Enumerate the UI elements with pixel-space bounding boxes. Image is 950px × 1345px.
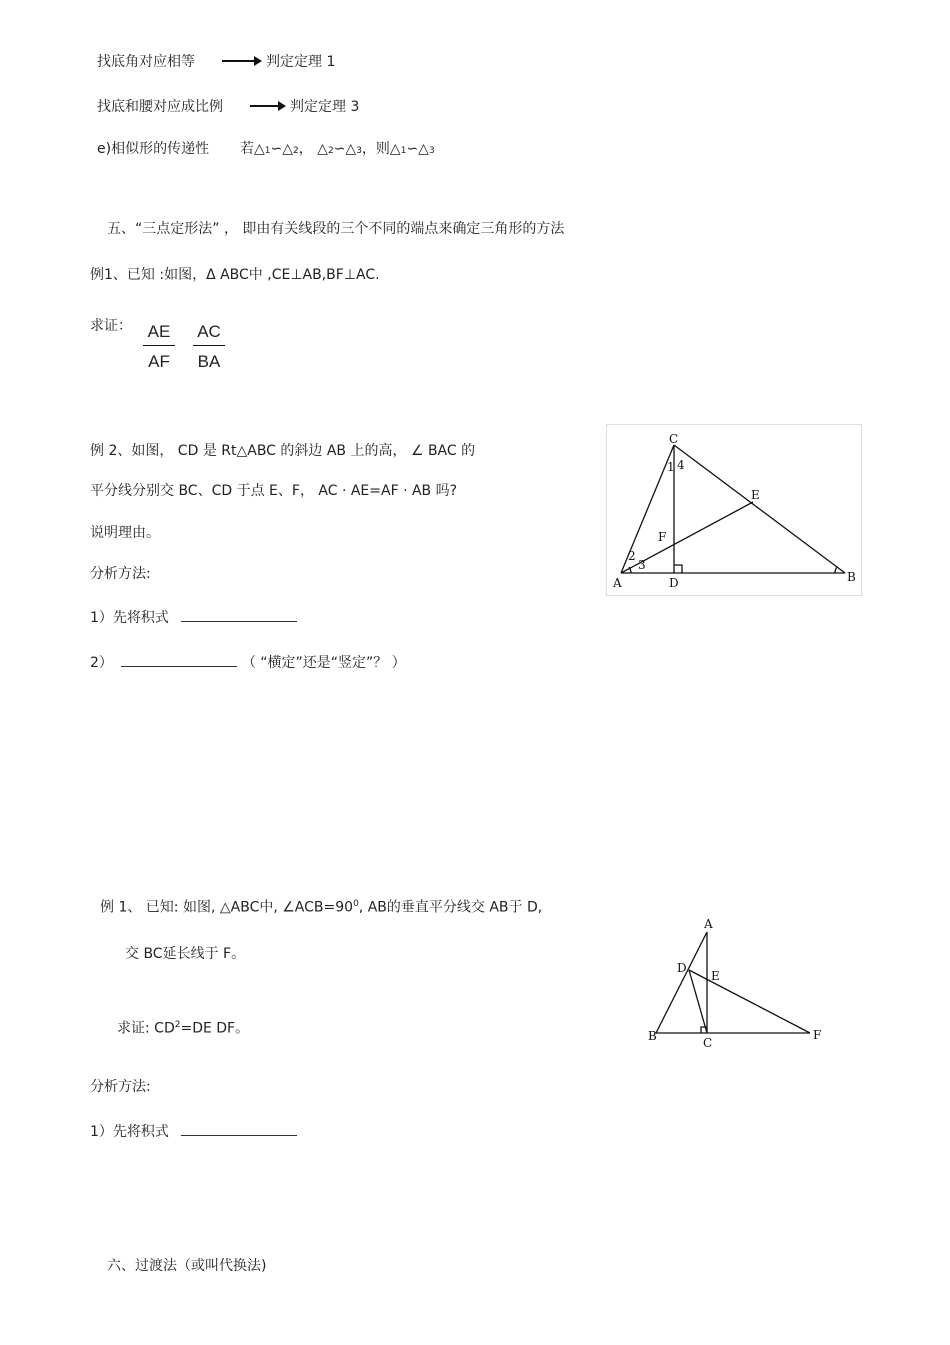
section-six-heading: 六、过渡法（或叫代换法) (107, 1258, 267, 1274)
fraction-ae-af: $\frac{AE}{AF}$ (143, 322, 175, 372)
figure-label: B (648, 1029, 657, 1043)
figure-label: B (847, 570, 856, 584)
figure-label: A (613, 576, 622, 590)
text-line-base-angles: 找底角对应相等 (97, 54, 195, 70)
text-transitivity: e)相似形的传递性 若△1∽△2， △2∽△3，则△1∽△3 (97, 141, 435, 157)
figure-label: 4 (677, 458, 685, 472)
answer-blank[interactable] (181, 1123, 297, 1136)
prove-label: 求证： (90, 318, 132, 334)
example-2-line-3: 说明理由。 (90, 525, 160, 541)
example-3-prove: 求证: $CD^2=DE$ DF。 (117, 1020, 250, 1037)
analysis-label: 分析方法: (90, 1079, 151, 1095)
figure-label: E (711, 969, 720, 983)
figure-label: A (704, 918, 713, 931)
figure-label: 1 (667, 460, 675, 474)
triangle-figure-example-3 (638, 918, 826, 1052)
figure-label: E (751, 488, 760, 502)
fraction-ac-ba: $\frac{AC}{BA}$ (193, 322, 225, 372)
step-1: 1）先将积式 (90, 1123, 297, 1141)
text-theorem-3: 判定定理 3 (290, 99, 360, 115)
figure-label: 2 (628, 549, 636, 563)
figure-label: 3 (638, 558, 646, 572)
analysis-label: 分析方法: (90, 566, 151, 582)
step-1: 1）先将积式 (90, 609, 297, 627)
text-theorem-1: 判定定理 1 (266, 54, 336, 70)
arrow-icon (250, 105, 284, 107)
figure-label: D (677, 961, 687, 975)
example-2-line-1: 例 2、如图， CD 是 Rt△ABC 的斜边 AB 上的高， ∠ BAC 的 (90, 443, 476, 459)
step-2: 2） （ “横定”还是“竖定”？ ） (90, 655, 406, 671)
answer-blank[interactable] (181, 609, 297, 622)
example-3-line-2: 交 BC延长线于 F。 (125, 946, 246, 962)
text-line-base-legs: 找底和腰对应成比例 (97, 99, 223, 115)
example-3-line-1: 例 1、 已知: 如图, △ABC中, $\angle ACB=90^0$, AB的垂直平分线交 AB于 D, (100, 899, 543, 916)
section-five-heading: 五、“三点定形法” ， 即由有关线段的三个不同的端点来确定三角形的方法 (107, 221, 565, 237)
transitivity-label: e)相似形的传递性 (97, 141, 210, 157)
example-1-given: 例1、已知 :如图，Δ ABC中 ,CE⊥AB,BF⊥AC. (90, 267, 380, 283)
arrow-icon (222, 60, 260, 62)
triangle-figure-example-2 (606, 424, 862, 596)
answer-blank[interactable] (121, 654, 237, 667)
figure-label: F (658, 530, 667, 544)
figure-label: D (669, 576, 679, 590)
example-2-line-2: 平分线分别交 BC、CD 于点 E、F， AC · AE=AF · AB 吗? (90, 483, 458, 499)
figure-label: C (669, 432, 679, 446)
figure-label: C (703, 1036, 713, 1050)
figure-label: F (813, 1028, 822, 1042)
